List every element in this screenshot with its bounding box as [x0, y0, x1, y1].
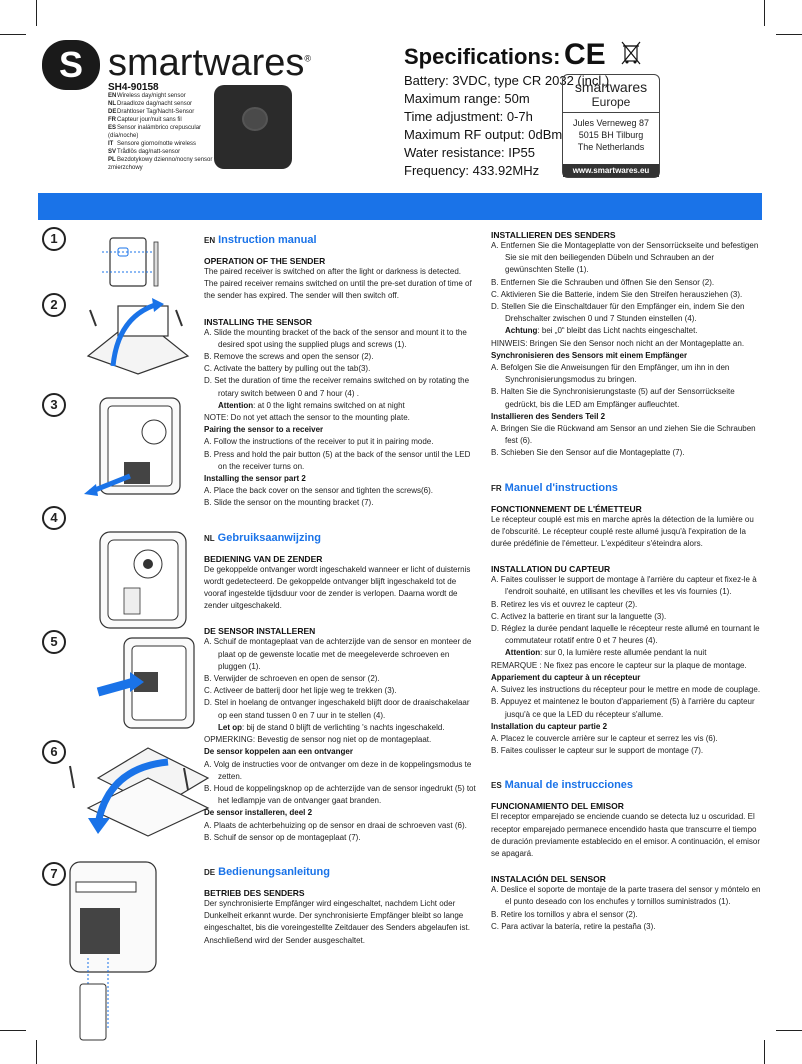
crop-mark	[764, 1040, 765, 1064]
list-item: D. Stel in hoelang de ontvanger ingeschakeld blijft door de draaischakelaar op een stand tussen 0 en 7 uur in te stellen (4).	[204, 698, 470, 720]
en-pair-heading: Pairing the sensor to a receiver	[204, 425, 324, 435]
list-item: C. Aktivieren Sie die Batterie, indem Sie den Streifen herausziehen (3).	[491, 289, 743, 299]
nl-op-text: De gekoppelde ontvanger wordt ingeschakeld wanneer er licht of duisternis wordt gedetecteerd. De gekoppelde ontvanger blijft ingeschakeld tot de vooraf ingestelde tijdsduur voor de zender is verlopen. Daarna wordt de zender uitgeschakeld.	[204, 564, 471, 611]
language-entry: IT Sensore giorno/notte wireless	[108, 141, 197, 147]
list-item: B. Appuyez et maintenez le bouton d'appariement (5) à l'arrière du capteur jusqu'à ce que la LED du récepteur s'allume.	[491, 697, 755, 719]
fr-install-heading: INSTALLATION DU CAPTEUR	[491, 564, 611, 575]
list-item: A. Schuif de montageplaat van de achterzijde van de sensor en monteer de plaat op de gewenste locatie met de meegeleverde schroeven en pluggen (1).	[204, 637, 472, 671]
list-item: A. Befolgen Sie die Anweisungen für den Empfänger, um ihn in den Synchronisierungsmodus zu bringen.	[491, 363, 730, 385]
list-item: C. Activez la batterie en tirant sur la languette (3).	[491, 611, 667, 621]
list-item: A. Placez le couvercle arrière sur le capteur et serrez les vis (6).	[491, 733, 718, 743]
step-number: 5	[42, 630, 66, 654]
step1-illustration	[98, 232, 168, 292]
list-item: C. Para activar la batería, retire la pestaña (3).	[491, 921, 656, 931]
spec-line: Maximum RF output: 0dBm	[404, 127, 563, 142]
crop-mark	[776, 34, 802, 35]
step-number: 2	[42, 293, 66, 317]
en-note: NOTE: Do not yet attach the sensor to the mounting plate.	[204, 413, 410, 423]
es-install-list	[491, 884, 763, 933]
crop-mark	[36, 1040, 37, 1064]
language-entry: SVTrådlös dag/natt-sensor	[108, 149, 181, 155]
step-number: 3	[42, 393, 66, 417]
spec-line: Frequency: 433.92MHz	[404, 163, 540, 178]
step2-illustration	[78, 296, 198, 376]
en-pair-list	[204, 436, 476, 473]
language-entry: DEDrahtloser Tag/Nacht-Sensor	[108, 109, 195, 115]
nl-part2-list	[204, 820, 476, 844]
spec-line: Time adjustment: 0-7h	[404, 109, 533, 124]
left-text-column	[204, 220, 476, 947]
nl-op-heading: BEDIENING VAN DE ZENDER	[204, 553, 323, 564]
list-item: B. Press and hold the pair button (5) at the back of the sensor until the LED on the receiver turns on.	[204, 449, 471, 471]
en-op-heading: OPERATION OF THE SENDER	[204, 256, 326, 266]
weee-bin-icon	[620, 40, 642, 66]
logo-icon: S	[42, 40, 100, 90]
specs-title: Specifications:	[404, 44, 561, 69]
nl-note: OPMERKING: Bevestig de sensor nog niet op de montageplaat.	[204, 735, 432, 745]
nl-pair-heading: De sensor koppelen aan een ontvanger	[204, 747, 353, 757]
europe-address-box	[562, 74, 660, 178]
header-band	[38, 193, 762, 220]
europe-address	[563, 117, 659, 153]
step5-illustration	[94, 632, 204, 732]
de-pair-list	[491, 362, 763, 411]
europe-region: Europe	[563, 95, 659, 113]
language-entry: ESSensor inalámbrico crepuscular (día/noche)	[108, 125, 202, 139]
list-item: A. Volg de instructies voor de ontvanger om deze in de koppelingsmodus te zetten.	[204, 759, 472, 781]
de-pair-heading: Synchronisieren des Sensors mit einem Empfänger	[491, 350, 688, 360]
list-item: A. Slide the mounting bracket of the back of the sensor and mount it to the desired spot using the supplied plugs and screws (1).	[204, 327, 467, 349]
en-op-text: The paired receiver is switched on after the light or darkness is detected. The paired receiver remains switched on until the pre-set duration of time of the sender has expired. The sender will then switch off.	[204, 267, 472, 301]
de-part2-list	[491, 423, 763, 460]
list-item: D. Réglez la durée pendant laquelle le récepteur reste allumé en tournant le commutateur rotatif entre 0 et 7 heures (4).	[491, 624, 760, 646]
fr-part2-list	[491, 733, 763, 757]
fr-install-list	[491, 574, 763, 647]
step3-illustration	[80, 392, 190, 502]
fr-attention: Attention: sur 0, la lumière reste allumée pendant la nuit	[505, 648, 707, 658]
es-install-heading: INSTALACIÓN DEL SENSOR	[491, 874, 606, 885]
nl-pair-list	[204, 759, 476, 808]
list-item: C. Activeer de batterij door het lipje weg te trekken (3).	[204, 686, 397, 696]
sensor-product-image	[214, 85, 292, 169]
brand-name: smartwares®	[108, 42, 312, 84]
de-part2-heading: Installieren des Senders Teil 2	[491, 411, 606, 421]
de-install-list	[491, 240, 763, 325]
section-title-en: EN Instruction manual	[204, 234, 317, 246]
spec-line: Battery: 3VDC, type CR 2032 (incl.)	[404, 73, 610, 88]
en-part2-list	[204, 485, 476, 509]
fr-note: REMARQUE : Ne fixez pas encore le capteur sur la plaque de montage.	[491, 660, 747, 670]
nl-install-list	[204, 636, 476, 721]
list-item: B. Verwijder de schroeven en open de sensor (2).	[204, 674, 380, 684]
list-item: D. Stellen Sie die Einschaltdauer für den Empfänger ein, indem Sie den Drehschalter zwischen 0 und 7 Stunden einstellen (4).	[491, 302, 745, 324]
model-number: SH4-90158	[108, 82, 159, 93]
language-list	[108, 92, 218, 172]
step6-illustration	[58, 738, 218, 838]
list-item: B. Houd de koppelingsknop op de achterzijde van de sensor ingedrukt (5) tot het ledlampje van de ontvanger gaat branden.	[204, 783, 476, 806]
ce-mark-icon: CE	[564, 38, 606, 71]
list-item: B. Slide the sensor on the mounting bracket (7).	[204, 498, 374, 508]
step-number: 7	[42, 862, 66, 886]
crop-mark	[0, 1030, 26, 1031]
list-item: C. Activate the battery by pulling out the tab(3).	[204, 364, 371, 374]
en-attention: Attention: at 0 the light remains switched on at night	[218, 400, 405, 410]
address-line: The Netherlands	[577, 142, 645, 152]
section-title-nl: NL Gebruiksaanwijzing	[204, 531, 321, 544]
address-line: Jules Verneweg 87	[572, 118, 650, 128]
nl-install-heading: DE SENSOR INSTALLEREN	[204, 626, 316, 637]
list-item: B. Entfernen Sie die Schrauben und öffnen Sie den Sensor (2).	[491, 277, 715, 287]
en-part2-heading: Installing the sensor part 2	[204, 474, 306, 484]
list-item: D. Set the duration of time the receiver remains switched on by rotating the rotary switch between 0 and 7 hour (4) .	[204, 376, 470, 398]
crop-mark	[764, 0, 765, 26]
step4-illustration	[96, 528, 190, 632]
list-item: B. Retire los tornillos y abra el sensor (2).	[491, 909, 638, 919]
fr-op-text: Le récepteur couplé est mis en marche après la détection de la lumière ou de l'obscurité. Le récepteur couplé reste allumé jusqu'à l'expiration de la durée prédéfinie de l'émetteur. L'expéditeur s'éteindra alors.	[491, 514, 754, 549]
list-item: A. Follow the instructions of the receiver to put it in pairing mode.	[204, 437, 434, 447]
de-install-heading: INSTALLIEREN DES SENDERS	[491, 230, 616, 240]
sensor-lens	[242, 107, 268, 131]
list-item: B. Retirez les vis et ouvrez le capteur (2).	[491, 599, 638, 609]
step-number: 4	[42, 506, 66, 530]
list-item: A. Entfernen Sie die Montageplatte von der Sensorrückseite und befestigen Sie sie mit den beiliegenden Dübeln und Schrauben an der gewünschten Stelle (1).	[491, 241, 759, 275]
language-entry: ENWireless day/night sensor	[108, 93, 186, 99]
list-item: A. Plaats de achterbehuizing op de sensor en draai de schroeven vast (6).	[204, 820, 467, 830]
right-text-column	[491, 228, 763, 933]
list-item: A. Bringen Sie die Rückwand am Sensor an und ziehen Sie die Schrauben fest (6).	[491, 424, 756, 446]
fr-part2-heading: Installation du capteur partie 2	[491, 721, 608, 731]
nl-part2-heading: De sensor installeren, deel 2	[204, 808, 313, 818]
language-entry: FRCapteur jour/nuit sans fil	[108, 117, 182, 123]
step-number: 1	[42, 227, 66, 251]
list-item: B. Schuif de sensor op de montageplaat (7).	[204, 832, 361, 842]
de-op-heading: BETRIEB DES SENDERS	[204, 887, 305, 898]
en-install-list	[204, 327, 476, 400]
spec-line: Water resistance: IP55	[404, 145, 536, 160]
section-title-fr: FR Manuel d'instructions	[491, 481, 618, 494]
list-item: A. Suivez les instructions du récepteur pour le mettre en mode de couplage.	[491, 685, 761, 695]
list-item: B. Halten Sie die Synchronisierungstaste (5) auf der Sensorrückseite gedrückt, bis die LED am Empfänger aufleuchtet.	[491, 387, 735, 409]
section-title-es: ES Manual de instrucciones	[491, 779, 634, 792]
list-item: B. Faites coulisser le capteur sur le support de montage (7).	[491, 746, 704, 756]
language-entry: NLDraadloze dag/nacht sensor	[108, 101, 193, 107]
crop-mark	[776, 1030, 802, 1031]
fr-op-heading: FONCTIONNEMENT DE L'ÉMETTEUR	[491, 503, 642, 514]
fr-pair-list	[491, 684, 763, 721]
de-op-text: Der synchronisierte Empfänger wird eingeschaltet, nachdem Licht oder Dunkelheit erkannt wurde. Der synchronisierte Empfänger bleibt so lange eingeschaltet, bis die voreingestellte Zeitdauer des Senders abgelaufen ist. Anschließend wird der Sender ausgeschaltet.	[204, 898, 470, 945]
list-item: A. Faites coulisser le support de montage à l'arrière du capteur et fixez-le à l'endroit souhaité, en utilisant les chevilles et les vis fournies (1).	[491, 575, 757, 597]
europe-brand: smartwares	[574, 79, 648, 95]
section-title-de: DE Bedienungsanleitung	[204, 865, 330, 878]
step-number: 6	[42, 740, 66, 764]
en-install-heading: INSTALLING THE SENSOR	[204, 316, 312, 327]
europe-url: www.smartwares.eu	[563, 164, 659, 177]
step7-illustration	[62, 858, 162, 1048]
nl-attention: Let op: bij de stand 0 blijft de verlichting 's nachts ingeschakeld.	[218, 722, 445, 732]
crop-mark	[36, 0, 37, 26]
language-entry: PLBezdotykowy dzienno/nocny sensor zmierzchowy	[108, 157, 213, 171]
address-line: 5015 BH Tilburg	[578, 130, 644, 140]
list-item: B. Schieben Sie den Sensor auf die Montageplatte (7).	[491, 448, 685, 458]
spec-line: Maximum range: 50m	[404, 91, 530, 106]
list-item: A. Place the back cover on the sensor and tighten the screws(6).	[204, 486, 434, 496]
de-note: HINWEIS: Bringen Sie den Sensor noch nicht an der Montageplatte an.	[491, 338, 745, 348]
es-op-text: El receptor emparejado se enciende cuando se detecta luz u oscuridad. El receptor emparejado permanece encendido hasta que transcurre el tiempo de duración previamente establecido en el emisor. A continuación, el emisor se apagará.	[491, 812, 761, 858]
crop-mark	[0, 34, 26, 35]
list-item: A. Deslice el soporte de montaje de la parte trasera del sensor y móntelo en el punto deseado con los enchufes y tornillos suministrados (1).	[491, 885, 761, 907]
list-item: B. Remove the screws and open the sensor (2).	[204, 352, 374, 362]
fr-pair-heading: Appariement du capteur à un récepteur	[491, 672, 641, 682]
de-attention: Achtung: bei „0“ bleibt das Licht nachts eingeschaltet.	[505, 326, 698, 336]
es-op-heading: FUNCIONAMIENTO DEL EMISOR	[491, 801, 624, 812]
